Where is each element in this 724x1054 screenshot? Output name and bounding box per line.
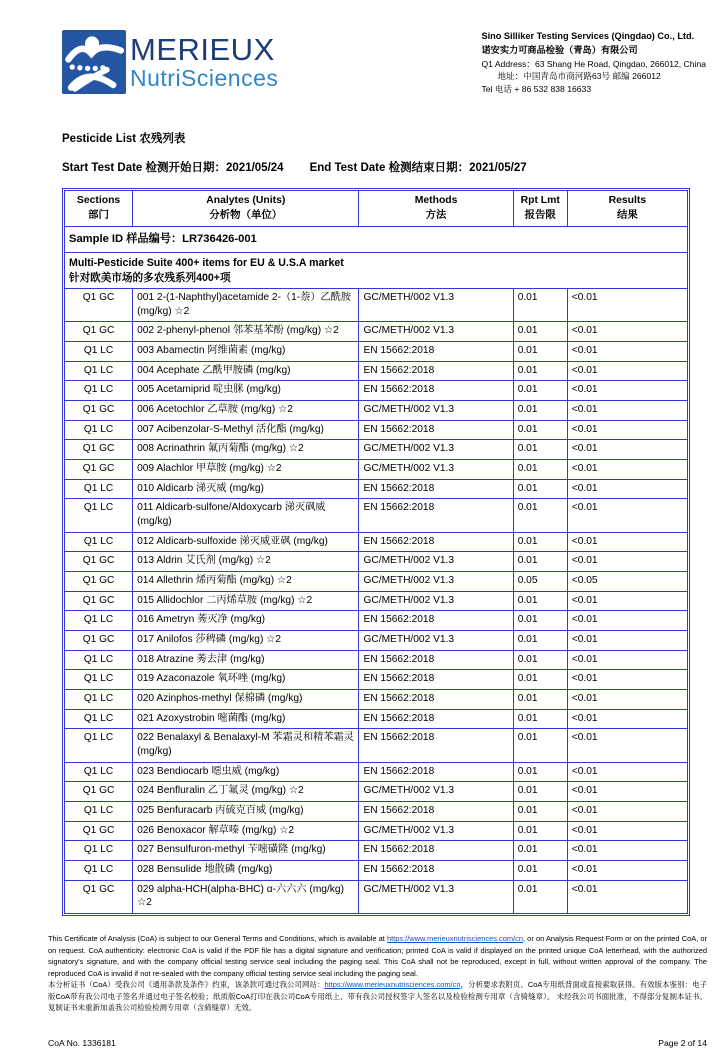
cell-section: Q1 GC <box>65 631 133 651</box>
cell-analyte: 024 Benfluralin 乙丁氟灵 (mg/kg) ☆2 <box>133 782 359 802</box>
cell-method: GC/METH/002 V1.3 <box>359 460 513 480</box>
company-address-cn: 地址：中国青岛市商河路63号 邮编 266012 <box>497 71 661 82</box>
cell-rpt-lmt: 0.01 <box>513 499 567 532</box>
cell-rpt-lmt: 0.01 <box>513 690 567 710</box>
table-row <box>65 342 688 362</box>
table-row <box>65 552 688 572</box>
cell-section: Q1 LC <box>65 729 133 762</box>
company-address-en: Q1 Address：63 Shang He Road, Qingdao, 266012, China <box>481 58 706 69</box>
merieux-figure-icon <box>62 30 126 94</box>
cell-analyte: 015 Allidochlor 二丙烯草胺 (mg/kg) ☆2 <box>133 591 359 611</box>
footer-en-post: , or on Analysis Request Form or on the printed CoA, or on request. CoA authenticity: electronic CoA is valid if the PDF file has a digital signature and verification; printed CoA is valid if displayed on the printed unique CoA letterhead, with the authorized signatory's signature, and with the company official testing service seal including the paging seal. This CoA shall not be reproduced, except in full, without written approval of the company. The reproduced CoA is invalid if not re-sealed with the company official testing service seal including the paging seal. <box>48 934 707 978</box>
footer-link-en[interactable]: https://www.merieuxnutrisciences.com/cn <box>386 934 523 944</box>
cell-rpt-lmt: 0.01 <box>513 401 567 421</box>
cell-method: EN 15662:2018 <box>359 861 513 881</box>
cell-result: <0.01 <box>567 821 687 841</box>
cell-rpt-lmt: 0.01 <box>513 420 567 440</box>
cell-result: <0.01 <box>567 650 687 670</box>
pesticide-table-wrapper <box>62 188 690 916</box>
cell-analyte: 002 2-phenyl-phenol 邻苯基苯酚 (mg/kg) ☆2 <box>133 322 359 342</box>
cell-section: Q1 GC <box>65 440 133 460</box>
cell-result: <0.01 <box>567 381 687 401</box>
suite-title-cn: 针对欧美市场的多农残系列400+项 <box>69 271 231 284</box>
cell-result: <0.01 <box>567 440 687 460</box>
cell-section: Q1 LC <box>65 861 133 881</box>
cell-section: Q1 LC <box>65 841 133 861</box>
cell-method: EN 15662:2018 <box>359 729 513 762</box>
cell-rpt-lmt: 0.01 <box>513 670 567 690</box>
cell-result: <0.01 <box>567 729 687 762</box>
cell-method: GC/METH/002 V1.3 <box>359 572 513 592</box>
company-tel: Tel 电话 + 86 532 838 16633 <box>481 84 592 95</box>
cell-rpt-lmt: 0.01 <box>513 591 567 611</box>
cell-section: Q1 GC <box>65 552 133 572</box>
cell-method: EN 15662:2018 <box>359 670 513 690</box>
cell-section: Q1 LC <box>65 420 133 440</box>
cell-method: GC/METH/002 V1.3 <box>359 322 513 342</box>
company-name-en: Sino Silliker Testing Services (Qingdao) Co., Ltd. <box>481 31 695 41</box>
cell-method: EN 15662:2018 <box>359 709 513 729</box>
table-row <box>65 762 688 782</box>
cell-section: Q1 LC <box>65 762 133 782</box>
cell-result: <0.01 <box>567 709 687 729</box>
cell-rpt-lmt: 0.01 <box>513 611 567 631</box>
sample-id-label: Sample ID 样品编号： <box>69 233 183 246</box>
cell-analyte: 022 Benalaxyl & Benalaxyl-M 苯霜灵和精苯霜灵 (mg/kg) <box>133 729 359 762</box>
cell-result: <0.01 <box>567 288 687 321</box>
pesticide-table <box>64 190 688 914</box>
doc-title: Pesticide List 农残列表 <box>62 133 186 146</box>
cell-method: EN 15662:2018 <box>359 361 513 381</box>
suite-header-row <box>65 253 688 289</box>
cell-section: Q1 LC <box>65 479 133 499</box>
cell-result: <0.01 <box>567 782 687 802</box>
cell-method: EN 15662:2018 <box>359 381 513 401</box>
cell-method: EN 15662:2018 <box>359 802 513 822</box>
cell-analyte: 009 Alachlor 甲草胺 (mg/kg) ☆2 <box>133 460 359 480</box>
cell-rpt-lmt: 0.01 <box>513 841 567 861</box>
cell-rpt-lmt: 0.01 <box>513 802 567 822</box>
table-row <box>65 611 688 631</box>
table-row <box>65 401 688 421</box>
cell-result: <0.01 <box>567 460 687 480</box>
merieux-logo <box>62 30 278 94</box>
cell-rpt-lmt: 0.01 <box>513 552 567 572</box>
cell-analyte: 026 Benoxacor 解草嗪 (mg/kg) ☆2 <box>133 821 359 841</box>
cell-analyte: 025 Benfuracarb 丙硫克百威 (mg/kg) <box>133 802 359 822</box>
table-row <box>65 861 688 881</box>
cell-section: Q1 GC <box>65 288 133 321</box>
cell-section: Q1 LC <box>65 690 133 710</box>
cell-method: EN 15662:2018 <box>359 420 513 440</box>
cell-method: EN 15662:2018 <box>359 841 513 861</box>
suite-title-en: Multi-Pesticide Suite 400+ items for EU & U.S.A market <box>69 257 344 270</box>
cell-section: Q1 LC <box>65 709 133 729</box>
cell-method: EN 15662:2018 <box>359 532 513 552</box>
cell-result: <0.01 <box>567 361 687 381</box>
end-test-date: End Test Date 检测结束日期：2021/05/27 <box>309 162 527 175</box>
cell-analyte: 028 Bensulide 地散磷 (mg/kg) <box>133 861 359 881</box>
col-header-results: Results 结果 <box>567 191 687 227</box>
footer-cn-pre: 本分析证书（CoA）受我公司《通用条款及条件》约束，该条款可通过我公司网站： <box>48 980 325 990</box>
cell-rpt-lmt: 0.01 <box>513 460 567 480</box>
footer-cn-post: ，分析要求表附页、CoA专用纸背面或直接索取获得。有效版本鉴别：电子版CoA带有我公司电子签名并通过电子签名校验；纸质版CoA打印在我公司CoA专用纸上、带有我公司授权签字人签名以及检验检测专用章（含骑缝章）。 未经我公司书面批准，不得部分复制本证书。复制证书未重新加盖我公司检验检测专用章（含骑缝章）无效。 <box>48 980 707 1013</box>
cell-result: <0.01 <box>567 880 687 913</box>
cell-result: <0.01 <box>567 499 687 532</box>
cell-analyte: 001 2-(1-Naphthyl)acetamide 2-（1-萘）乙酰胺 (mg/kg) ☆2 <box>133 288 359 321</box>
footer-meta <box>48 1038 707 1048</box>
table-row <box>65 288 688 321</box>
coa-number: CoA No. 1336181 <box>48 1037 116 1048</box>
cell-analyte: 017 Anilofos 莎稗磷 (mg/kg) ☆2 <box>133 631 359 651</box>
cell-method: EN 15662:2018 <box>359 342 513 362</box>
cell-rpt-lmt: 0.01 <box>513 762 567 782</box>
footer-terms <box>48 933 707 1014</box>
cell-rpt-lmt: 0.05 <box>513 572 567 592</box>
cell-analyte: 007 Acibenzolar-S-Methyl 活化酯 (mg/kg) <box>133 420 359 440</box>
page-number: Page 2 of 14 <box>658 1037 707 1048</box>
col-header-sections: Sections 部门 <box>65 191 133 227</box>
cell-analyte: 018 Atrazine 莠去津 (mg/kg) <box>133 650 359 670</box>
cell-rpt-lmt: 0.01 <box>513 729 567 762</box>
cell-analyte: 012 Aldicarb-sulfoxide 涕灭威亚砜 (mg/kg) <box>133 532 359 552</box>
cell-method: EN 15662:2018 <box>359 690 513 710</box>
table-row <box>65 440 688 460</box>
cell-result: <0.01 <box>567 631 687 651</box>
brand-nutrisciences: NutriSciences <box>130 65 279 91</box>
cell-section: Q1 GC <box>65 572 133 592</box>
footer-en-pre: This Certificate of Analysis (CoA) is subject to our General Terms and Conditions, which is available at <box>48 934 387 944</box>
table-row <box>65 479 688 499</box>
cell-result: <0.01 <box>567 690 687 710</box>
table-row <box>65 591 688 611</box>
cell-section: Q1 LC <box>65 532 133 552</box>
cell-analyte: 006 Acetochlor 乙草胺 (mg/kg) ☆2 <box>133 401 359 421</box>
cell-section: Q1 GC <box>65 782 133 802</box>
cell-method: EN 15662:2018 <box>359 611 513 631</box>
cell-analyte: 027 Bensulfuron-methyl 苄嘧磺隆 (mg/kg) <box>133 841 359 861</box>
cell-method: GC/METH/002 V1.3 <box>359 880 513 913</box>
cell-result: <0.01 <box>567 802 687 822</box>
cell-result: <0.01 <box>567 611 687 631</box>
cell-method: GC/METH/002 V1.3 <box>359 631 513 651</box>
cell-result: <0.01 <box>567 670 687 690</box>
cell-result: <0.01 <box>567 342 687 362</box>
cell-analyte: 014 Allethrin 烯丙菊酯 (mg/kg) ☆2 <box>133 572 359 592</box>
cell-method: EN 15662:2018 <box>359 499 513 532</box>
cell-method: GC/METH/002 V1.3 <box>359 440 513 460</box>
cell-section: Q1 LC <box>65 802 133 822</box>
cell-section: Q1 GC <box>65 880 133 913</box>
table-row <box>65 709 688 729</box>
table-row <box>65 802 688 822</box>
cell-rpt-lmt: 0.01 <box>513 650 567 670</box>
cell-section: Q1 LC <box>65 670 133 690</box>
cell-rpt-lmt: 0.01 <box>513 342 567 362</box>
cell-result: <0.01 <box>567 401 687 421</box>
table-row <box>65 880 688 913</box>
cell-rpt-lmt: 0.01 <box>513 821 567 841</box>
table-row <box>65 650 688 670</box>
cell-result: <0.01 <box>567 479 687 499</box>
cell-method: GC/METH/002 V1.3 <box>359 401 513 421</box>
table-row <box>65 322 688 342</box>
table-row <box>65 690 688 710</box>
cell-result: <0.01 <box>567 322 687 342</box>
cell-rpt-lmt: 0.01 <box>513 288 567 321</box>
page-header <box>62 30 708 96</box>
analyte-rows-body <box>65 288 688 913</box>
cell-rpt-lmt: 0.01 <box>513 880 567 913</box>
table-row <box>65 532 688 552</box>
table-row <box>65 361 688 381</box>
cell-rpt-lmt: 0.01 <box>513 322 567 342</box>
cell-result: <0.01 <box>567 420 687 440</box>
cell-result: <0.01 <box>567 532 687 552</box>
sample-id-value: LR736426-001 <box>182 233 257 246</box>
cell-analyte: 011 Aldicarb-sulfone/Aldoxycarb 涕灭砜威 (mg/kg) <box>133 499 359 532</box>
cell-section: Q1 GC <box>65 401 133 421</box>
cell-analyte: 023 Bendiocarb 噁虫威 (mg/kg) <box>133 762 359 782</box>
cell-analyte: 003 Abamectin 阿维菌素 (mg/kg) <box>133 342 359 362</box>
cell-analyte: 029 alpha-HCH(alpha-BHC) α-六六六 (mg/kg) ☆2 <box>133 880 359 913</box>
cell-rpt-lmt: 0.01 <box>513 440 567 460</box>
cell-method: GC/METH/002 V1.3 <box>359 782 513 802</box>
col-header-methods: Methods 方法 <box>359 191 513 227</box>
cell-section: Q1 LC <box>65 499 133 532</box>
cell-result: <0.01 <box>567 552 687 572</box>
sample-id-row <box>65 227 688 253</box>
table-row <box>65 670 688 690</box>
cell-rpt-lmt: 0.01 <box>513 532 567 552</box>
table-row <box>65 420 688 440</box>
company-info-block <box>481 30 708 96</box>
cell-analyte: 019 Azaconazole 氧环唑 (mg/kg) <box>133 670 359 690</box>
footer-link-cn[interactable]: https://www.merieuxnutrisciences.com/cn <box>324 980 461 990</box>
cell-result: <0.01 <box>567 591 687 611</box>
cell-section: Q1 LC <box>65 650 133 670</box>
table-row <box>65 729 688 762</box>
cell-section: Q1 LC <box>65 381 133 401</box>
table-header-row <box>65 191 688 227</box>
cell-rpt-lmt: 0.01 <box>513 782 567 802</box>
cell-analyte: 013 Aldrin 艾氏剂 (mg/kg) ☆2 <box>133 552 359 572</box>
cell-result: <0.05 <box>567 572 687 592</box>
start-test-date: Start Test Date 检测开始日期：2021/05/24 <box>62 162 284 175</box>
cell-rpt-lmt: 0.01 <box>513 381 567 401</box>
cell-analyte: 021 Azoxystrobin 嘧菌酯 (mg/kg) <box>133 709 359 729</box>
cell-analyte: 020 Azinphos-methyl 保棉磷 (mg/kg) <box>133 690 359 710</box>
cell-analyte: 010 Aldicarb 涕灭威 (mg/kg) <box>133 479 359 499</box>
cell-method: EN 15662:2018 <box>359 762 513 782</box>
cell-method: GC/METH/002 V1.3 <box>359 552 513 572</box>
col-header-rpt-lmt: Rpt Lmt 报告限 <box>513 191 567 227</box>
cell-rpt-lmt: 0.01 <box>513 861 567 881</box>
cell-rpt-lmt: 0.01 <box>513 479 567 499</box>
table-row <box>65 631 688 651</box>
cell-section: Q1 GC <box>65 821 133 841</box>
brand-merieux: MERIEUX <box>130 32 275 67</box>
cell-section: Q1 LC <box>65 342 133 362</box>
cell-method: GC/METH/002 V1.3 <box>359 288 513 321</box>
cell-rpt-lmt: 0.01 <box>513 709 567 729</box>
cell-analyte: 008 Acrinathrin 氟丙菊酯 (mg/kg) ☆2 <box>133 440 359 460</box>
cell-method: GC/METH/002 V1.3 <box>359 591 513 611</box>
cell-result: <0.01 <box>567 762 687 782</box>
col-header-analytes: Analytes (Units) 分析物（单位） <box>133 191 359 227</box>
table-row <box>65 381 688 401</box>
cell-method: GC/METH/002 V1.3 <box>359 821 513 841</box>
cell-rpt-lmt: 0.01 <box>513 631 567 651</box>
cell-analyte: 016 Ametryn 莠灭净 (mg/kg) <box>133 611 359 631</box>
cell-result: <0.01 <box>567 861 687 881</box>
cell-analyte: 005 Acetamiprid 啶虫脒 (mg/kg) <box>133 381 359 401</box>
table-row <box>65 499 688 532</box>
cell-section: Q1 GC <box>65 460 133 480</box>
table-row <box>65 572 688 592</box>
cell-result: <0.01 <box>567 841 687 861</box>
cell-method: EN 15662:2018 <box>359 479 513 499</box>
cell-analyte: 004 Acephate 乙酰甲胺磷 (mg/kg) <box>133 361 359 381</box>
cell-section: Q1 LC <box>65 361 133 381</box>
cell-section: Q1 LC <box>65 611 133 631</box>
table-row <box>65 821 688 841</box>
table-row <box>65 460 688 480</box>
test-dates-line <box>62 159 724 175</box>
cell-section: Q1 GC <box>65 322 133 342</box>
company-name-cn: 诺安实力可商品检验（青岛）有限公司 <box>481 44 638 55</box>
cell-method: EN 15662:2018 <box>359 650 513 670</box>
cell-section: Q1 GC <box>65 591 133 611</box>
table-row <box>65 782 688 802</box>
cell-rpt-lmt: 0.01 <box>513 361 567 381</box>
table-row <box>65 841 688 861</box>
